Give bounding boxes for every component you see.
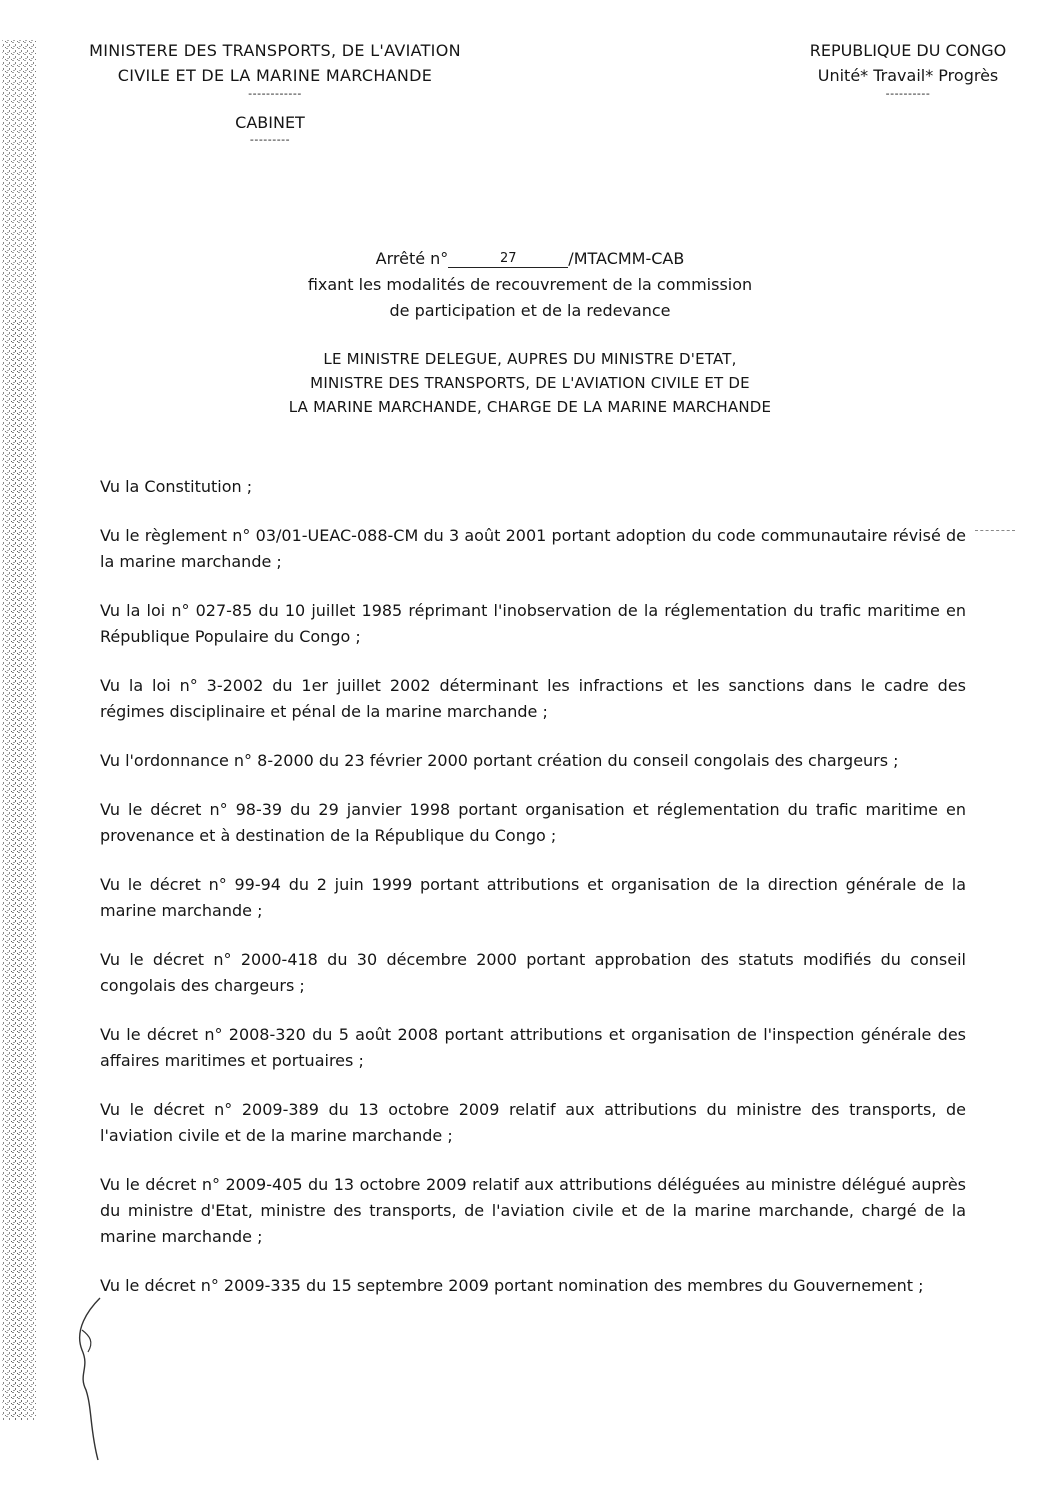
minister-heading xyxy=(230,347,830,419)
ministry-name-line2: CIVILE ET DE LA MARINE MARCHANDE xyxy=(117,66,433,85)
visa-paragraph: Vu le décret n° 2000-418 du 30 décembre 2000 portant approbation des statuts modifiés du conseil congolais des chargeurs ; xyxy=(100,950,966,995)
margin-mark xyxy=(975,530,1015,531)
visa-paragraph: Vu la Constitution ; xyxy=(100,477,253,496)
cabinet-divider: --------- xyxy=(249,133,291,146)
republic-divider: ---------- xyxy=(885,87,931,100)
header-divider: ------------ xyxy=(248,87,302,100)
decree-title xyxy=(260,246,800,324)
visa-paragraph: Vu le décret n° 2009-335 du 15 septembre 2009 portant nomination des membres du Gouvernement ; xyxy=(100,1276,924,1295)
ministry-name-line1: MINISTERE DES TRANSPORTS, DE L'AVIATION xyxy=(89,41,461,60)
scan-edge-noise xyxy=(0,0,40,1497)
national-motto: Unité* Travail* Progrès xyxy=(817,66,999,85)
visa-paragraph: Vu la loi n° 3-2002 du 1er juillet 2002 déterminant les infractions et les sanctions dans le cadre des régimes disciplinaire et pénal de la marine marchande ; xyxy=(100,676,966,721)
minister-line2: MINISTRE DES TRANSPORTS, DE L'AVIATION CIVILE ET DE xyxy=(310,374,750,392)
visa-paragraph: Vu l'ordonnance n° 8-2000 du 23 février 2000 portant création du conseil congolais des chargeurs ; xyxy=(100,751,899,770)
visa-paragraph: Vu le décret n° 2008-320 du 5 août 2008 portant attributions et organisation de l'inspection générale des affaires maritimes et portuaires ; xyxy=(100,1025,966,1070)
visa-paragraph: Vu le décret n° 2009-405 du 13 octobre 2009 relatif aux attributions déléguées au ministre délégué auprès du ministre d'Etat, ministre des transports, de l'aviation civile et de la marine marchande, chargé de la marine marchande ; xyxy=(100,1175,966,1246)
decree-prefix: Arrêté n° xyxy=(375,249,449,268)
visa-paragraph: Vu le décret n° 2009-389 du 13 octobre 2009 relatif aux attributions du ministre des transports, de l'aviation civile et de la marine marchande ; xyxy=(100,1100,966,1145)
decree-number-line xyxy=(260,246,800,272)
republic-header xyxy=(758,38,1058,100)
cabinet-label: CABINET xyxy=(235,113,305,132)
republic-name: REPUBLIQUE DU CONGO xyxy=(809,41,1007,60)
cabinet-label-block xyxy=(200,112,340,146)
visa-paragraph: Vu le règlement n° 03/01-UEAC-088-CM du 3 août 2001 portant adoption du code communautaire révisé de la marine marchande ; xyxy=(100,526,966,571)
minister-line3: LA MARINE MARCHANDE, CHARGE DE LA MARINE MARCHANDE xyxy=(288,398,772,416)
visa-list xyxy=(100,474,966,1322)
ministry-header xyxy=(40,38,510,100)
visa-paragraph: Vu le décret n° 98-39 du 29 janvier 1998 portant organisation et réglementation du trafic maritime en provenance et à destination de la République du Congo ; xyxy=(100,800,966,845)
decree-subject-line2: de participation et de la redevance xyxy=(389,301,671,320)
visa-paragraph: Vu la loi n° 027-85 du 10 juillet 1985 réprimant l'inobservation de la réglementation du trafic maritime en République Populaire du Congo ; xyxy=(100,601,966,646)
minister-line1: LE MINISTRE DELEGUE, AUPRES DU MINISTRE D'ETAT, xyxy=(323,350,737,368)
visa-paragraph: Vu le décret n° 99-94 du 2 juin 1999 portant attributions et organisation de la direction générale de la marine marchande ; xyxy=(100,875,966,920)
decree-suffix: /MTACMM-CAB xyxy=(568,249,685,268)
handwritten-initial-mark xyxy=(60,1290,120,1470)
decree-number: 27 xyxy=(448,251,568,268)
decree-subject-line1: fixant les modalités de recouvrement de la commission xyxy=(307,275,753,294)
